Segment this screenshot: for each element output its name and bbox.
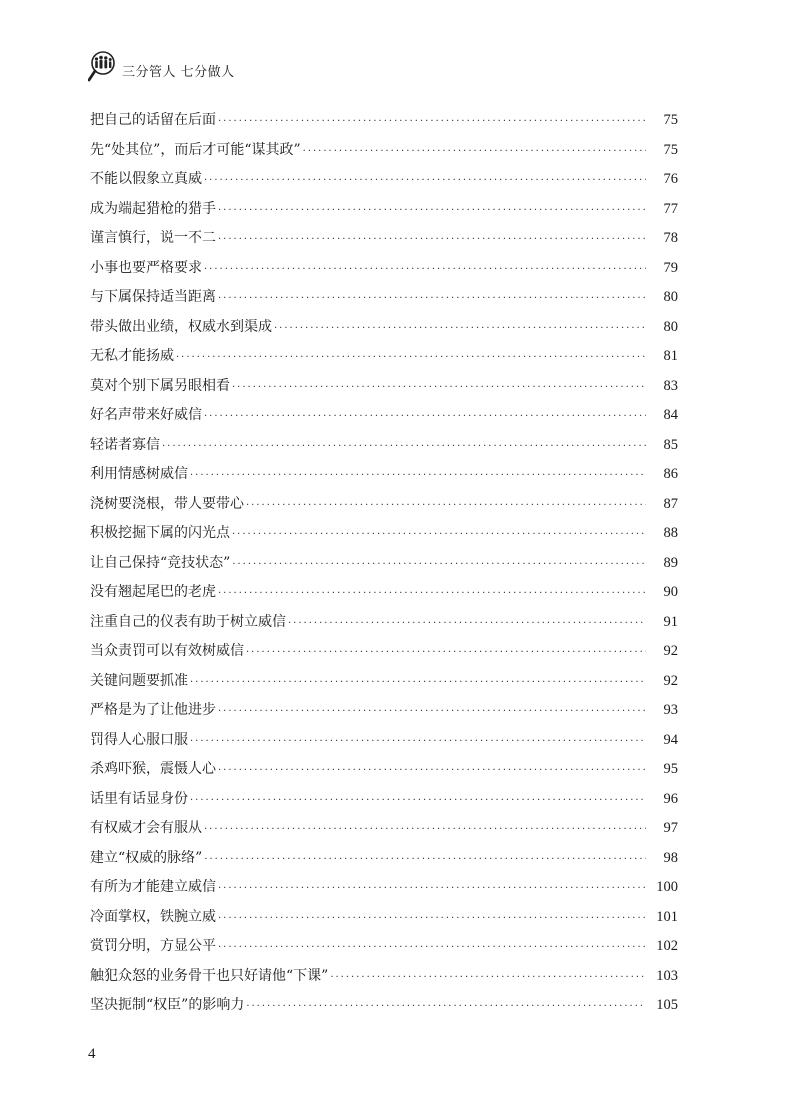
- toc-entry-page: 95: [663, 761, 678, 777]
- toc-entry-page: 80: [663, 318, 678, 335]
- toc-entry-page: 81: [663, 348, 678, 364]
- toc-entry[interactable]: [90, 224, 678, 254]
- dot-leader: [288, 609, 646, 639]
- dot-leader: [274, 314, 646, 344]
- dot-leader: [190, 668, 646, 698]
- dot-leader: [218, 904, 646, 934]
- dot-leader: [190, 786, 646, 816]
- toc-entry-title: 当众责罚可以有效树威信: [90, 643, 244, 659]
- toc-entry-title: 不能以假象立真威: [90, 171, 202, 187]
- toc-entry-page: 103: [656, 967, 678, 984]
- toc-entry[interactable]: [90, 401, 678, 431]
- toc-entry-page: 76: [663, 171, 678, 187]
- toc-entry[interactable]: [90, 372, 678, 402]
- toc-entry-title: 罚得人心服口服: [90, 731, 188, 748]
- toc-entry[interactable]: [90, 313, 678, 343]
- toc-entry-title: 好名声带来好威信: [90, 407, 202, 423]
- toc-entry-title: 坚决扼制“权臣”的影响力: [90, 997, 245, 1013]
- dot-leader: [246, 491, 646, 521]
- toc-entry[interactable]: [90, 903, 678, 933]
- dot-leader: [204, 402, 646, 432]
- toc-entry-page: 89: [663, 554, 678, 571]
- toc-entry-title: 莫对个别下属另眼相看: [90, 377, 230, 394]
- figures-magnifier-logo-icon: [88, 50, 122, 84]
- header-title: 三分管人 七分做人: [122, 65, 235, 80]
- toc-entry-page: 86: [663, 466, 678, 482]
- toc-entry-page: 80: [663, 289, 678, 305]
- toc-entry-page: 90: [663, 584, 678, 600]
- dot-leader: [218, 697, 646, 727]
- toc-entry-title: 先“处其位”，而后才可能“谋其政”: [90, 141, 301, 158]
- page-number: 4: [88, 1046, 96, 1062]
- toc-entry[interactable]: [90, 991, 678, 1021]
- toc-entry-title: 无私才能扬威: [90, 348, 174, 364]
- toc-entry-title: 成为端起猎枪的猎手: [90, 200, 216, 217]
- toc-entry[interactable]: [90, 549, 678, 579]
- toc-entry[interactable]: [90, 726, 678, 756]
- dot-leader: [232, 550, 646, 580]
- dot-leader: [330, 963, 646, 993]
- toc-entry-title: 赏罚分明，方显公平: [90, 938, 216, 954]
- toc-entry-title: 小事也要严格要求: [90, 259, 202, 276]
- toc-entry[interactable]: [90, 195, 678, 225]
- toc-entry-title: 让自己保持“竞技状态”: [90, 554, 231, 571]
- toc-entry-page: 92: [663, 672, 678, 689]
- toc-entry-page: 77: [663, 200, 678, 217]
- toc-entry[interactable]: [90, 785, 678, 815]
- toc-entry[interactable]: [90, 932, 678, 962]
- toc-entry-title: 浇树要浇根，带人要带心: [90, 495, 244, 512]
- toc-entry[interactable]: [90, 667, 678, 697]
- toc-entry-page: 91: [663, 613, 678, 630]
- dot-leader: [303, 137, 646, 167]
- dot-leader: [232, 520, 646, 550]
- dot-leader: [204, 845, 646, 875]
- toc-entry[interactable]: [90, 342, 678, 372]
- toc-entry-page: 105: [656, 997, 678, 1013]
- toc-entry[interactable]: [90, 844, 678, 874]
- toc-entry[interactable]: [90, 136, 678, 166]
- toc-entry[interactable]: [90, 283, 678, 313]
- toc-entry-title: 轻诺者寡信: [90, 436, 160, 453]
- toc-entry-title: 话里有话显身份: [90, 790, 188, 807]
- dot-leader: [218, 933, 646, 963]
- dot-leader: [204, 255, 646, 285]
- dot-leader: [218, 756, 646, 786]
- toc-entry-page: 84: [663, 407, 678, 423]
- toc-entry[interactable]: [90, 578, 678, 608]
- toc-entry[interactable]: [90, 254, 678, 284]
- toc-entry-page: 100: [656, 879, 678, 895]
- toc-entry-page: 92: [663, 643, 678, 659]
- toc-entry-page: 94: [663, 731, 678, 748]
- toc-entry-title: 积极挖掘下属的闪光点: [90, 525, 230, 541]
- toc-entry-page: 75: [663, 141, 678, 158]
- toc-entry-title: 利用情感树威信: [90, 466, 188, 482]
- toc-entry-title: 谨言慎行，说一不二: [90, 230, 216, 246]
- dot-leader: [190, 461, 646, 491]
- dot-leader: [218, 196, 646, 226]
- table-of-contents: [90, 106, 678, 1021]
- toc-entry[interactable]: [90, 814, 678, 844]
- dot-leader: [218, 579, 646, 609]
- dot-leader: [246, 992, 646, 1022]
- toc-entry-title: 触犯众怒的业务骨干也只好请他“下课”: [90, 967, 329, 984]
- toc-entry-page: 102: [656, 938, 678, 954]
- toc-entry-title: 带头做出业绩，权威水到渠成: [90, 318, 272, 335]
- toc-entry-title: 把自己的话留在后面: [90, 112, 216, 128]
- toc-entry[interactable]: [90, 519, 678, 549]
- toc-entry[interactable]: [90, 106, 678, 136]
- toc-entry-page: 97: [663, 820, 678, 836]
- toc-entry[interactable]: [90, 165, 678, 195]
- toc-entry-page: 78: [663, 230, 678, 246]
- toc-entry-title: 杀鸡吓猴，震慑人心: [90, 761, 216, 777]
- dot-leader: [176, 343, 646, 373]
- toc-entry[interactable]: [90, 696, 678, 726]
- toc-entry-page: 93: [663, 702, 678, 718]
- toc-entry-title: 严格是为了让他进步: [90, 702, 216, 718]
- toc-entry-page: 79: [663, 259, 678, 276]
- toc-entry-page: 75: [663, 112, 678, 128]
- toc-entry-page: 98: [663, 849, 678, 866]
- toc-entry[interactable]: [90, 460, 678, 490]
- dot-leader: [204, 815, 646, 845]
- toc-entry-page: 85: [663, 436, 678, 453]
- dot-leader: [190, 727, 646, 757]
- dot-leader: [218, 225, 646, 255]
- toc-entry-page: 87: [663, 495, 678, 512]
- toc-entry-title: 有权威才会有服从: [90, 820, 202, 836]
- toc-entry-page: 88: [663, 525, 678, 541]
- running-header: [88, 50, 728, 86]
- toc-entry[interactable]: [90, 490, 678, 520]
- toc-entry[interactable]: [90, 431, 678, 461]
- dot-leader: [232, 373, 646, 403]
- dot-leader: [162, 432, 646, 462]
- toc-entry[interactable]: [90, 962, 678, 992]
- toc-entry[interactable]: [90, 637, 678, 667]
- toc-entry-page: 96: [663, 790, 678, 807]
- toc-entry-title: 建立“权威的脉络”: [90, 849, 203, 866]
- toc-entry-title: 与下属保持适当距离: [90, 289, 216, 305]
- dot-leader: [218, 107, 646, 137]
- toc-entry[interactable]: [90, 608, 678, 638]
- dot-leader: [218, 284, 646, 314]
- toc-entry[interactable]: [90, 755, 678, 785]
- dot-leader: [204, 166, 646, 196]
- dot-leader: [218, 874, 646, 904]
- toc-entry-title: 关键问题要抓准: [90, 672, 188, 689]
- toc-entry-title: 有所为才能建立威信: [90, 879, 216, 895]
- toc-entry-title: 没有翘起尾巴的老虎: [90, 584, 216, 600]
- dot-leader: [246, 638, 646, 668]
- toc-entry-title: 冷面掌权，铁腕立威: [90, 908, 216, 925]
- toc-entry[interactable]: [90, 873, 678, 903]
- toc-entry-page: 83: [663, 377, 678, 394]
- toc-entry-title: 注重自己的仪表有助于树立威信: [90, 613, 286, 630]
- toc-entry-page: 101: [656, 908, 678, 925]
